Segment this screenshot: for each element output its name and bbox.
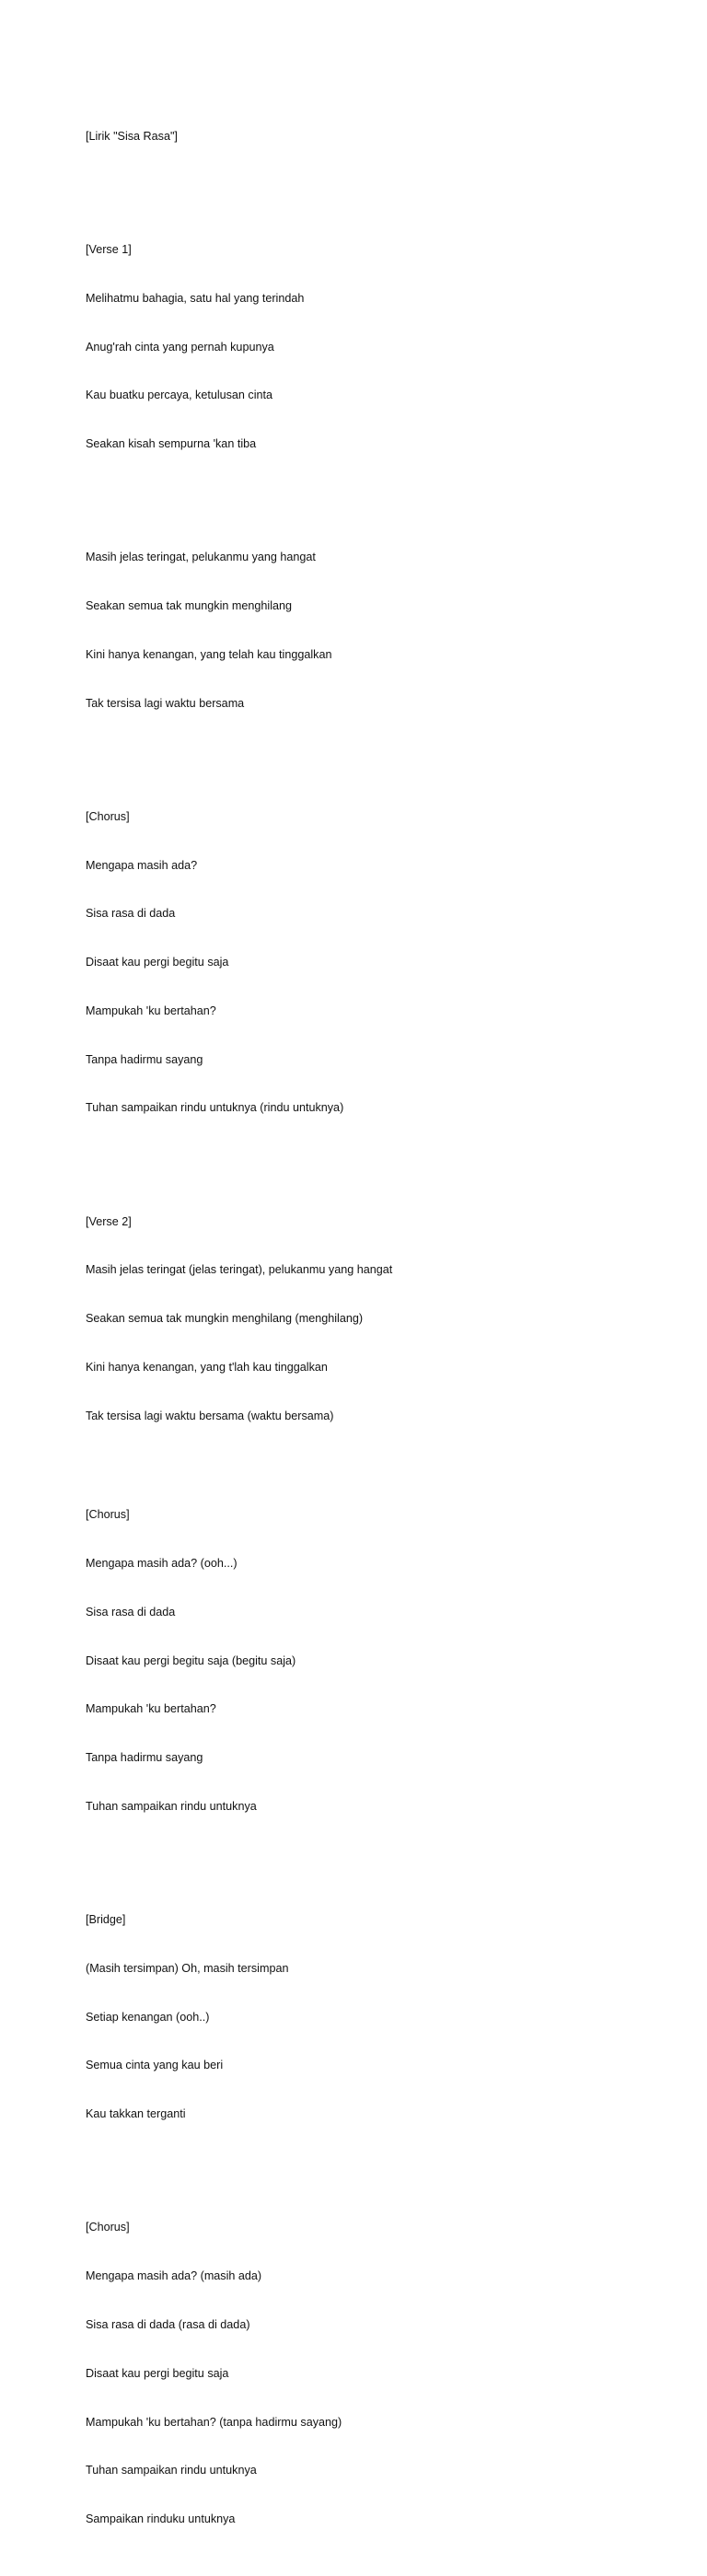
lyric-line: (Masih tersimpan) Oh, masih tersimpan [86,1961,289,1975]
lyric-line: Disaat kau pergi begitu saja (begitu saja) [86,1654,296,1667]
lyric-line: Sisa rasa di dada (rasa di dada) [86,2317,250,2331]
lyric-line: Seakan semua tak mungkin menghilang (menghilang) [86,1312,364,1326]
lyric-line: Tak tersisa lagi waktu bersama (waktu bersama) [86,1409,334,1422]
lyric-line: Tuhan sampaikan rindu untuknya [86,1799,257,1813]
spacer [86,2155,656,2172]
spacer [86,1456,656,1458]
lyric-line: Mengapa masih ada? (masih ada) [86,2269,262,2283]
lyric-line: Anug'rah cinta yang pernah kupunya [86,340,274,354]
lyric-line: Kini hanya kenangan, yang telah kau tinggalkan [86,647,332,661]
section-label-verse-1: [Verse 1] [86,242,132,256]
lyric-line: Disaat kau pergi begitu saja [86,2366,229,2380]
lyrics-text [86,80,656,2576]
lyric-line: Mampukah 'ku bertahan? (tanpa hadirmu sayang) [86,2415,342,2429]
lyric-line: Disaat kau pergi begitu saja [86,956,229,969]
section-label-chorus: [Chorus] [86,809,130,823]
spacer [86,1848,656,1864]
spacer [86,485,656,502]
lyric-line: Sisa rasa di dada [86,1605,176,1619]
lyric-line: Mengapa masih ada? (ooh...) [86,1557,238,1571]
lyric-line: Sisa rasa di dada [86,907,176,921]
lyric-line: Tuhan sampaikan rindu untuknya (rindu untuknya) [86,1101,344,1115]
lyric-line: Masih jelas teringat, pelukanmu yang hangat [86,551,316,564]
lyric-line: Setiap kenangan (ooh..) [86,2010,210,2024]
section-label-bridge: [Bridge] [86,1913,126,1927]
section-label-chorus: [Chorus] [86,1508,130,1522]
section-label-verse-2: [Verse 2] [86,1214,132,1228]
lyric-line: Masih jelas teringat (jelas teringat), pelukanmu yang hangat [86,1263,393,1277]
section-label-chorus: [Chorus] [86,2221,130,2234]
lyric-line: Sampaikan rinduku untuknya [86,2512,236,2526]
lyric-line: Seakan semua tak mungkin menghilang [86,599,293,612]
lyric-line: Mengapa masih ada? [86,858,198,872]
lyric-line: Kau takkan terganti [86,2107,186,2121]
lyric-line: Melihatmu bahagia, satu hal yang terindah [86,291,305,305]
lyric-line: Seakan kisah sempurna 'kan tiba [86,437,257,451]
document-title: [Lirik "Sisa Rasa"] [86,129,178,143]
lyric-line: Tak tersisa lagi waktu bersama [86,696,245,710]
lyric-line: Tuhan sampaikan rindu untuknya [86,2464,257,2477]
lyric-line: Kini hanya kenangan, yang t'lah kau tinggalkan [86,1360,328,1374]
spacer [86,744,656,760]
lyric-line: Kau buatku percaya, ketulusan cinta [86,389,273,402]
lyric-line: Tanpa hadirmu sayang [86,1052,203,1066]
lyric-line: Semua cinta yang kau beri [86,2059,224,2072]
lyric-line: Tanpa hadirmu sayang [86,1751,203,1765]
spacer [86,178,656,194]
lyric-line: Mampukah 'ku bertahan? [86,1004,216,1017]
spacer [86,1149,656,1166]
lyric-line: Mampukah 'ku bertahan? [86,1702,216,1716]
